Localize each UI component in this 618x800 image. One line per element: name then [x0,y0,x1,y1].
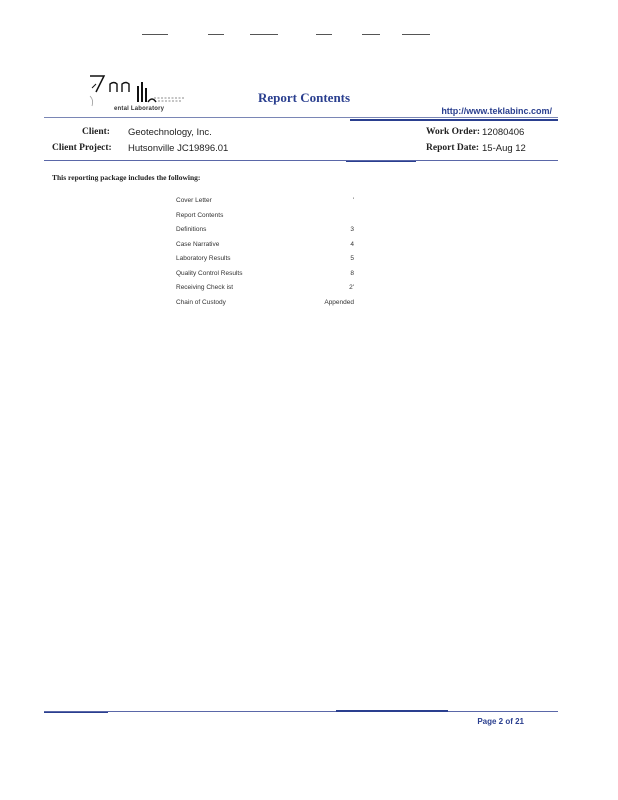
scan-artifact [402,34,430,35]
section-rule [44,160,558,161]
contents-item-name: Receiving Check ist [176,284,234,291]
client-value: Geotechnology, Inc. [128,127,212,138]
contents-item-name: Report Contents [176,211,224,219]
contents-item-name: Laboratory Results [176,255,231,262]
contents-item [176,212,354,226]
header-rule [350,119,558,121]
scan-artifact [250,34,278,35]
contents-item-page: 3 [350,226,354,233]
company-url[interactable]: http://www.teklabinc.com/ [441,106,552,116]
contents-item [176,197,354,211]
contents-item-name: Cover Letter [176,197,212,204]
footer-rule-accent-left [44,712,108,713]
logo-caption: ental Laboratory [114,106,165,112]
footer-rule-accent-right [336,710,448,712]
contents-item-name: Quality Control Results [176,269,243,277]
client-label: Client: [82,127,110,137]
contents-item-page: ' [352,197,354,204]
work-order-value: 12080406 [482,127,525,138]
report-date-label: Report Date: [426,143,480,153]
scan-artifact [362,34,380,35]
page-number: Page 2 of 21 [477,717,524,726]
contents-intro: This reporting package includes the following: [52,173,201,182]
contents-item [176,299,354,313]
client-project-label: Client Project: [52,143,112,153]
contents-item [176,255,354,269]
work-order-label: Work Order: [426,127,481,137]
contents-item-page: 2' [349,284,354,291]
contents-item-name: Definitions [176,226,207,233]
header-rule-thin [44,117,558,118]
contents-item [176,241,354,255]
contents-item-page: 8 [350,269,354,277]
contents-item-name: Chain of Custody [176,298,226,306]
contents-item-page: 4 [350,240,354,248]
scan-artifact [316,34,332,35]
scan-artifact [208,34,224,35]
contents-item [176,226,354,240]
scan-artifact [142,34,168,35]
contents-item-page: Appended [324,298,354,306]
contents-item-page: 5 [350,255,354,262]
report-date-value: 15-Aug 12 [482,143,526,154]
section-rule-accent [346,161,416,162]
page-title: Report Contents [258,90,351,105]
contents-item [176,270,354,284]
footer-rule [44,711,558,712]
contents-item-name: Case Narrative [176,240,220,248]
client-project-value: Hutsonville JC19896.01 [128,143,229,154]
contents-item [176,284,354,298]
